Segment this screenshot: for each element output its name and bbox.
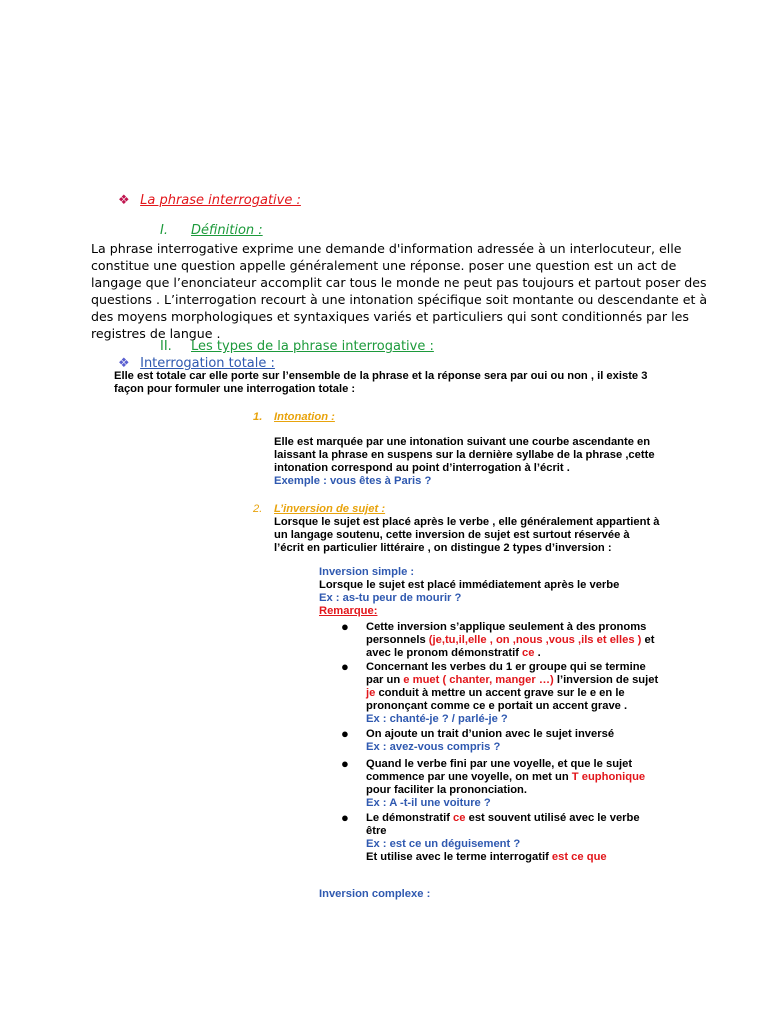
text-line: Lorsque le sujet est placé après le verbe , elle généralement appartient à — [274, 516, 660, 528]
bullet-line: avec le pronom démonstratif ce . — [366, 647, 541, 659]
text-line: Elle est marquée par une intonation suivant une courbe ascendante en — [274, 436, 651, 448]
bullet-line: par un e muet ( chanter, manger …) l’inversion de sujet — [366, 674, 659, 686]
bullet-line: je conduit à mettre un accent grave sur le e en le — [366, 687, 625, 699]
item-2-label: L’inversion de sujet : — [274, 503, 386, 515]
bullet-3 — [366, 728, 696, 754]
bullet-dot-icon: ● — [341, 810, 349, 825]
text-line: l’écrit en particulier littéraire , on distingue 2 types d’inversion : — [274, 542, 612, 554]
inversion-simple-block — [319, 566, 719, 618]
bullet-example: Ex : avez-vous compris ? — [366, 741, 501, 753]
bullet-1 — [366, 621, 696, 660]
bullet-dot-icon: ● — [341, 619, 349, 634]
paragraph-line: registres de langue . — [91, 326, 221, 341]
paragraph-line: La phrase interrogative exprime une demande d'information adressée à un interlocuteur, elle — [91, 241, 682, 256]
bullet-line: Le démonstratif ce est souvent utilisé avec le verbe — [366, 812, 640, 824]
item-2-text — [274, 516, 714, 555]
item-1-number: 1. — [253, 411, 263, 423]
interrogation-totale-heading: Interrogation totale : — [140, 356, 275, 371]
inversion-complexe-heading: Inversion complexe : — [319, 888, 431, 900]
paragraph-line: des moyens morphologiques et syntaxiques variés et particuliers qui sont conditionnés par les — [91, 309, 689, 324]
example-line: Exemple : vous êtes à Paris ? — [274, 475, 432, 487]
section-2-number: II. — [160, 339, 172, 354]
bullet-line: personnels (je,tu,il,elle , on ,nous ,vous ,ils et elles ) et — [366, 634, 655, 646]
bullet-dot-icon: ● — [341, 726, 349, 741]
intro-line: façon pour formuler une interrogation totale : — [114, 383, 356, 395]
text-line: un langage soutenu, cette inversion de sujet est surtout réservée à — [274, 529, 630, 541]
section-1-heading: Définition : — [191, 223, 263, 238]
text-line: intonation correspond au point d’interrogation à l’écrit . — [274, 462, 570, 474]
inversion-simple-heading: Inversion simple : — [319, 566, 415, 578]
bullet-example: Ex : chanté-je ? / parlé-je ? — [366, 713, 508, 725]
bullet-line: prononçant comme ce e portait un accent grave . — [366, 700, 628, 712]
title-row — [118, 191, 301, 209]
bullet-2 — [366, 661, 696, 726]
page-title: La phrase interrogative : — [140, 193, 301, 208]
bullet-line: Et utilise avec le terme interrogatif est ce que — [366, 851, 607, 863]
text-line: laissant la phrase en suspens sur la dernière syllabe de la phrase ,cette — [274, 449, 655, 461]
inversion-simple-example: Ex : as-tu peur de mourir ? — [319, 592, 462, 604]
bullet-line: commence par une voyelle, on met un T euphonique — [366, 771, 646, 783]
bullet-dot-icon: ● — [341, 659, 349, 674]
item-1-text — [274, 436, 714, 488]
definition-paragraph — [91, 240, 741, 342]
diamond-bullet-icon: ❖ — [118, 355, 130, 370]
diamond-bullet-icon: ❖ — [118, 192, 130, 207]
section-1-number: I. — [160, 223, 168, 238]
remarque-label: Remarque: — [319, 605, 378, 617]
bullet-5 — [366, 812, 696, 864]
bullet-line: Quand le verbe fini par une voyelle, et que le sujet — [366, 758, 633, 770]
section-2-heading: Les types de la phrase interrogative : — [191, 339, 434, 354]
totale-intro — [114, 370, 754, 396]
paragraph-line: langage que l’enonciateur accomplit car tous le monde ne peut pas toujours et partout poser des — [91, 275, 707, 290]
item-2-number: 2. — [253, 503, 263, 515]
paragraph-line: questions . L’interrogation recourt à une intonation spécifique soit montante ou descendante et à — [91, 292, 708, 307]
bullet-line: Cette inversion s’applique seulement à des pronoms — [366, 621, 647, 633]
item-1-label: Intonation : — [274, 411, 335, 423]
bullet-line: être — [366, 825, 387, 837]
bullet-dot-icon: ● — [341, 756, 349, 771]
bullet-example: Ex : est ce un déguisement ? — [366, 838, 521, 850]
bullet-line: pour faciliter la prononciation. — [366, 784, 527, 796]
inversion-simple-text: Lorsque le sujet est placé immédiatement après le verbe — [319, 579, 620, 591]
bullet-example: Ex : A -t-il une voiture ? — [366, 797, 491, 809]
paragraph-line: constitue une question appelle généralement une réponse. poser une question est un act de — [91, 258, 677, 273]
intro-line: Elle est totale car elle porte sur l’ensemble de la phrase et la réponse sera par oui ou non , il existe 3 — [114, 370, 648, 382]
bullet-line: On ajoute un trait d’union avec le sujet inversé — [366, 728, 615, 740]
bullet-4 — [366, 758, 696, 810]
bullet-line: Concernant les verbes du 1 er groupe qui se termine — [366, 661, 646, 673]
